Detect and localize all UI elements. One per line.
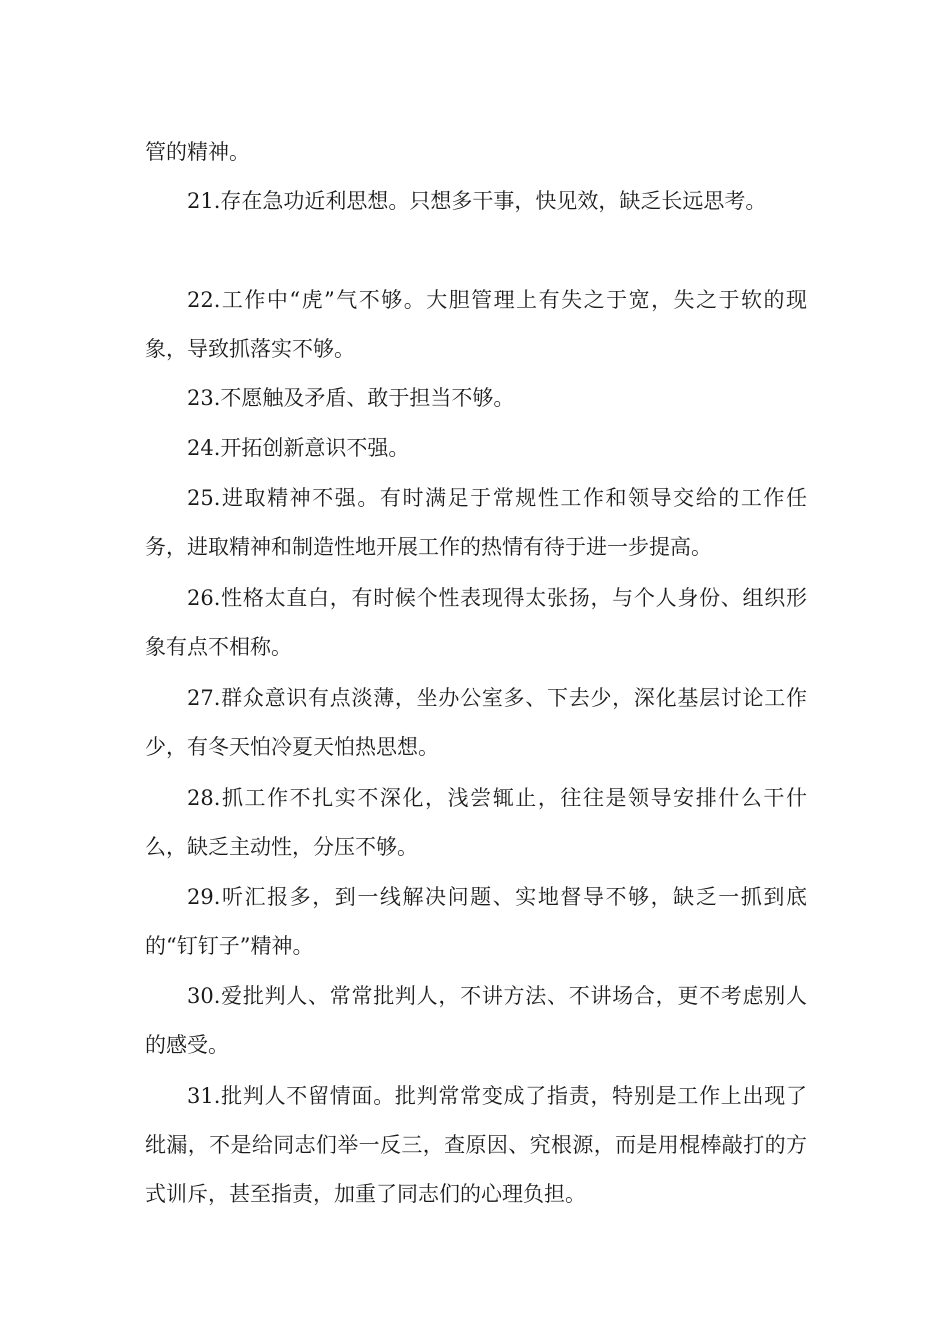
paragraph-30: 30.爱批判人、常常批判人，不讲方法、不讲场合，更不考虑别人的感受。	[145, 984, 807, 1057]
paragraph-31: 31.批判人不留情面。批判常常变成了指责，特别是工作上出现了纰漏，不是给同志们举一反三，查原因、究根源，而是用棍棒敲打的方式训斥，甚至指责，加重了同志们的心理负担。	[145, 1084, 807, 1206]
paragraph-24: 24.开拓创新意识不强。	[187, 436, 410, 460]
paragraph-21: 21.存在急功近利思想。只想多干事，快见效，缺乏长远思考。	[187, 189, 767, 213]
paragraph-29: 29.听汇报多，到一线解决问题、实地督导不够，缺乏一抓到底的“钉钉子”精神。	[145, 885, 807, 958]
paragraph-27: 27.群众意识有点淡薄，坐办公室多、下去少，深化基层讨论工作少，有冬天怕冷夏天怕热思想。	[145, 686, 807, 759]
paragraph-22: 22.工作中“虎”气不够。大胆管理上有失之于宽，失之于软的现象，导致抓落实不够。	[145, 288, 807, 361]
paragraph-23: 23.不愿触及矛盾、敢于担当不够。	[187, 386, 515, 410]
paragraph-continuation: 管的精神。	[145, 140, 250, 164]
paragraph-28: 28.抓工作不扎实不深化，浅尝辄止，往往是领导安排什么干什么，缺乏主动性，分压不够。	[145, 786, 807, 859]
paragraph-26: 26.性格太直白，有时候个性表现得太张扬，与个人身份、组织形象有点不相称。	[145, 586, 807, 659]
paragraph-25: 25.进取精神不强。有时满足于常规性工作和领导交给的工作任务，进取精神和制造性地开展工作的热情有待于进一步提高。	[145, 486, 807, 559]
